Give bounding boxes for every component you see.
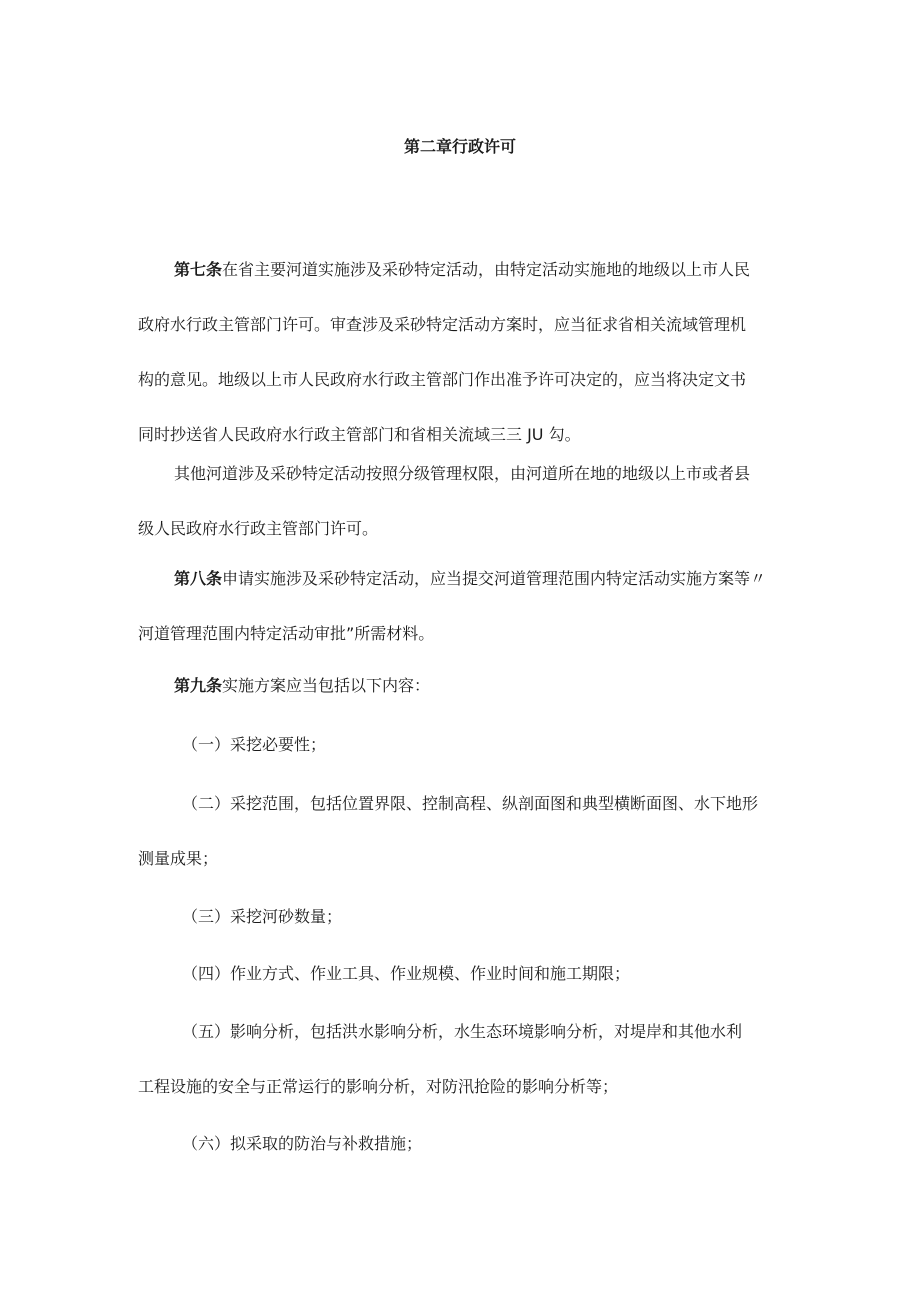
article-7-line-4: 同时抄送省人民政府水行政主管部门和省相关流域三三 JU 勾。 [138,425,581,444]
article-8-line-2: 河道管理范围内特定活动审批”所需材料。 [138,624,435,643]
article-8-number: 第八条 [174,569,223,588]
article-7-p2-line-1: 其他河道涉及采砂特定活动按照分级管理权限，由河道所在地的地级以上市或者县 [174,464,751,483]
list-item-2-line-2: 测量成果； [138,849,219,868]
list-item-3-text: （三）采挖河砂数量； [182,907,343,926]
article-8-line-1: 申请实施涉及采砂特定活动，应当提交河道管理范围内特定活动实施方案等〃 [222,569,767,588]
article-7-line-1: 在省主要河道实施涉及采砂特定活动，由特定活动实施地的地级以上市人民 [222,260,751,279]
list-item-6 [138,1116,788,1171]
list-item-5-line-2: 工程设施的安全与正常运行的影响分析，对防汛抢险的影响分析等； [138,1077,619,1096]
article-7-line-3: 构的意见。地级以上市人民政府水行政主管部门作出准予许可决定的，应当将决定文书 [138,370,747,389]
article-8-paragraph [138,551,788,661]
list-item-1 [138,717,788,772]
list-item-4-text: （四）作业方式、作业工具、作业规模、作业时间和施工期限； [182,964,631,983]
list-item-2-line-1: （二）采挖范围，包括位置界限、控制高程、纵剖面图和典型横断面图、水下地形 [182,794,759,813]
list-item-5-line-1: （五）影响分析，包括洪水影响分析，水生态环境影响分析，对堤岸和其他水利 [182,1022,743,1041]
article-7-number: 第七条 [174,260,223,279]
list-item-6-text: （六）拟采取的防治与补救措施； [182,1134,423,1153]
list-item-2 [138,776,788,886]
list-item-4 [138,946,788,1001]
chapter-title: 第二章行政许可 [403,137,516,156]
article-9-text: 实施方案应当包括以下内容： [222,676,431,695]
article-9-paragraph [138,658,788,713]
list-item-5 [138,1004,788,1114]
article-7-p2-line-2: 级人民政府水行政主管部门许可。 [138,519,379,538]
article-7-paragraph-2 [138,446,788,556]
article-9-number: 第九条 [174,676,223,695]
article-7-paragraph [138,242,788,462]
list-item-1-text: （一）采挖必要性； [182,735,327,754]
list-item-3 [138,889,788,944]
article-7-line-2: 政府水行政主管部门许可。审查涉及采砂特定活动方案时，应当征求省相关流域管理机 [138,315,747,334]
